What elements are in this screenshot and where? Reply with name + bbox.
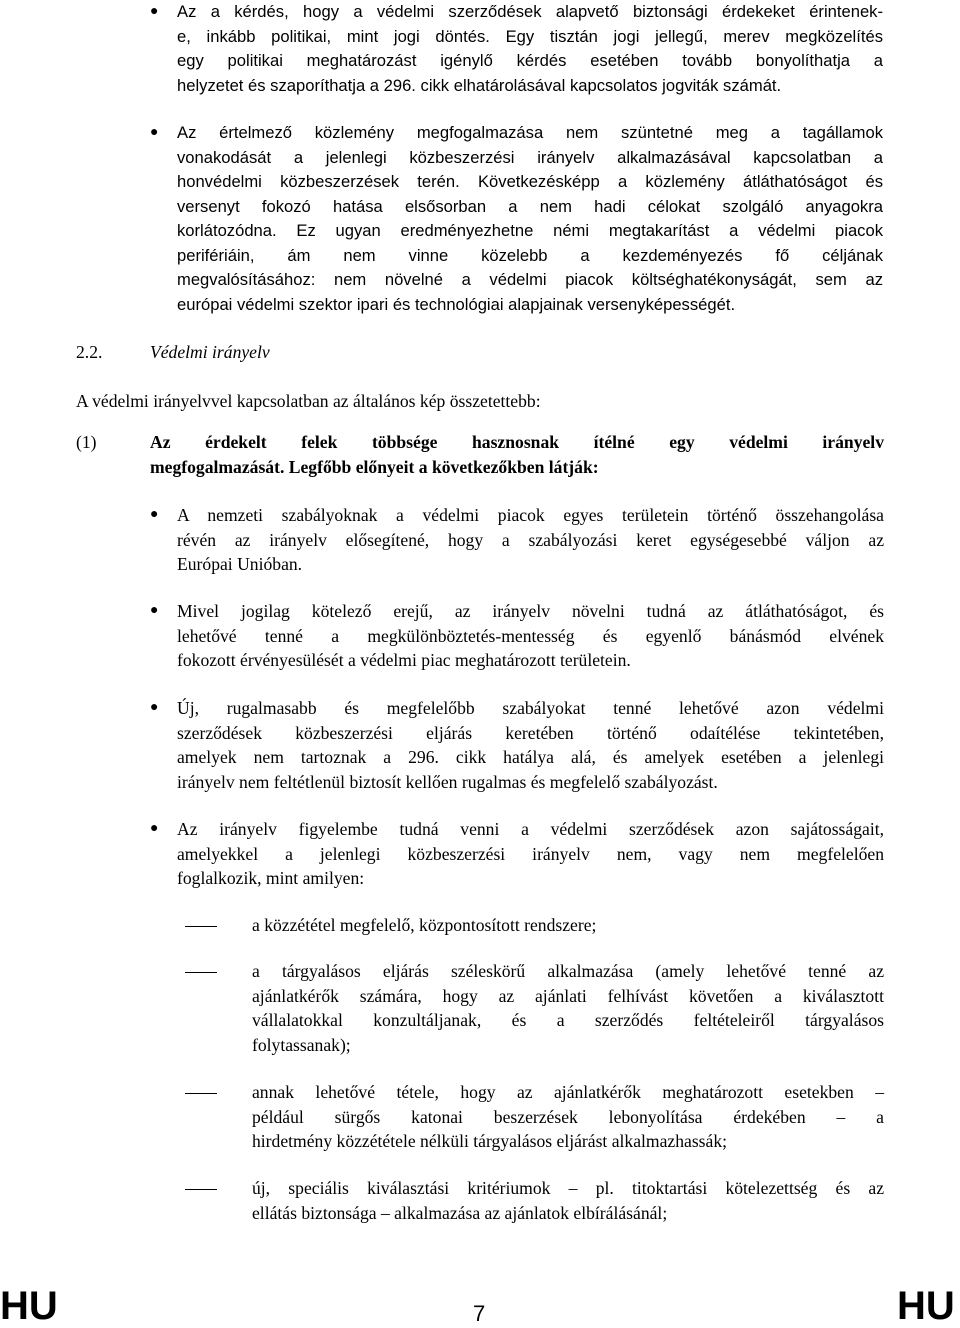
point-text xyxy=(150,430,884,479)
dash-marker xyxy=(185,1189,217,1190)
dash-item xyxy=(252,959,884,1057)
text-line: irányelv nem feltétlenül biztosít kellően rugalmas és megfelelő szabályozást. xyxy=(177,771,718,792)
text-line: Az értelmező közlemény megfogalmazása nem szüntetné meg a tagállamok xyxy=(177,123,883,142)
section-number: 2.2. xyxy=(76,342,103,362)
dash-item xyxy=(252,913,884,938)
text-line: amelyekkel a jelenlegi közbeszerzési irányelv nem, vagy nem megfelelően xyxy=(177,843,884,864)
section-title: Védelmi irányelv xyxy=(150,342,270,362)
point-label: (1) xyxy=(76,432,97,452)
text-line: Új, rugalmasabb és megfelelőbb szabályokat tenné lehetővé azon védelmi xyxy=(177,698,884,718)
text-line: a tárgyalásos eljárás széleskörű alkalmazása (amely lehetővé tenné az xyxy=(252,961,884,981)
text-line: például sürgős katonai beszerzések lebonyolítása érdekében – a xyxy=(252,1106,884,1127)
footer-language-right: HU xyxy=(897,1284,955,1328)
text-line: folytassanak); xyxy=(252,1034,351,1055)
text-line: Az a kérdés, hogy a védelmi szerződések alapvető biztonsági érdekeket érintenek- xyxy=(177,2,883,21)
text-line: ellátás biztonsága – alkalmazása az ajánlatok elbírálásánál; xyxy=(252,1202,668,1223)
text-line: Az érdekelt felek többsége hasznosnak ítélné egy védelmi irányelv xyxy=(150,432,884,452)
text-line: a közzététel megfelelő, központosított rendszere; xyxy=(252,915,597,935)
dash-item xyxy=(252,1176,884,1225)
text-line: új, speciális kiválasztási kritériumok – pl. titoktartási kötelezettség és az xyxy=(252,1178,884,1198)
text-line: Európai Unióban. xyxy=(177,554,303,574)
text-line: e, inkább politikai, mint jogi döntés. Egy tisztán jogi jellegű, merev megközelítés xyxy=(177,26,883,46)
page-number: 7 xyxy=(473,1301,486,1326)
bullet-dot: ● xyxy=(150,125,159,140)
text-line: lehetővé tenné a megkülönböztetés-mentesség és egyenlő bánásmód elvének xyxy=(177,625,884,646)
text-line: fokozott érvényesülését a védelmi piac meghatározott területein. xyxy=(177,650,631,670)
dash-marker xyxy=(185,972,217,973)
text-line: megvalósításához: nem növelné a védelmi piacok költséghatékonyságát, sem az xyxy=(177,270,883,289)
text-line: A nemzeti szabályoknak a védelmi piacok egyes területein történő összehangolása xyxy=(177,505,884,525)
text-line: vonakodását a jelenlegi közbeszerzési irányelv alkalmazásával kapcsolatban a xyxy=(177,147,883,167)
bullet-dot: ● xyxy=(150,507,159,522)
bullet-dot: ● xyxy=(150,700,159,715)
text-line: versenyt fokozó hatása elsősorban a nem hadi célokat szolgáló anyagokra xyxy=(177,196,883,216)
text-line: korlátozódna. Ez ugyan eredményezhetne némi megtakarítást a védelmi piacok xyxy=(177,221,883,240)
bullet-paragraph xyxy=(177,121,883,317)
bullet-dot: ● xyxy=(150,821,159,836)
bullet-paragraph xyxy=(177,599,884,673)
text-line: Mivel jogilag kötelező erejű, az irányelv növelni tudná az átláthatóságot, és xyxy=(177,601,884,621)
text-line: amelyek nem tartoznak a 296. cikk hatálya alá, és amelyek esetében a jelenlegi xyxy=(177,747,884,767)
dash-item xyxy=(252,1080,884,1154)
text-line: hirdetmény közzététele nélküli tárgyalásos eljárást alkalmazhassák; xyxy=(252,1131,728,1151)
footer-language-left: HU xyxy=(0,1284,58,1328)
dash-marker xyxy=(185,926,217,927)
text-line: megfogalmazását. Legfőbb előnyeit a következőkben látják: xyxy=(150,456,599,477)
text-line: foglalkozik, mint amilyen: xyxy=(177,868,365,888)
text-line: annak lehetővé tétele, hogy az ajánlatkérők meghatározott esetekben – xyxy=(252,1082,884,1102)
bullet-paragraph xyxy=(177,696,884,794)
bullet-paragraph xyxy=(177,0,883,98)
text-line: perifériáin, ám nem vinne közelebb a kezdeményezés fő céljának xyxy=(177,245,883,265)
text-line: vállalatokkal konzultáljanak, és a szerződés feltételeiről tárgyalásos xyxy=(252,1010,884,1030)
bullet-dot: ● xyxy=(150,4,159,19)
text-line: egy politikai meghatározást igénylő kérdés esetében tovább bonyolíthatja a xyxy=(177,51,883,70)
bullet-paragraph xyxy=(177,503,884,577)
text-line: szerződések közbeszerzési eljárás keretében történő odaítélése tekintetében, xyxy=(177,722,884,743)
bullet-dot: ● xyxy=(150,603,159,618)
text-line: révén az irányelv elősegítené, hogy a szabályozási keret egységesebbé váljon az xyxy=(177,529,884,550)
text-line: ajánlatkérők számára, hogy az ajánlati felhívást követően a kiválasztott xyxy=(252,985,884,1006)
dash-marker xyxy=(185,1093,217,1094)
text-line: Az irányelv figyelembe tudná venni a védelmi szerződések azon sajátosságait, xyxy=(177,819,884,839)
text-line: európai védelmi szektor ipari és technológiai alapjainak versenyképességét. xyxy=(177,294,736,314)
text-line: honvédelmi közbeszerzések terén. Következésképp a közlemény átláthatóságot és xyxy=(177,172,883,191)
bullet-paragraph xyxy=(177,817,884,891)
text-line: helyzetet és szaporíthatja a 296. cikk elhatárolásával kapcsolatos jogviták számát. xyxy=(177,75,782,95)
intro-text: A védelmi irányelvvel kapcsolatban az általános kép összetettebb: xyxy=(76,391,541,411)
